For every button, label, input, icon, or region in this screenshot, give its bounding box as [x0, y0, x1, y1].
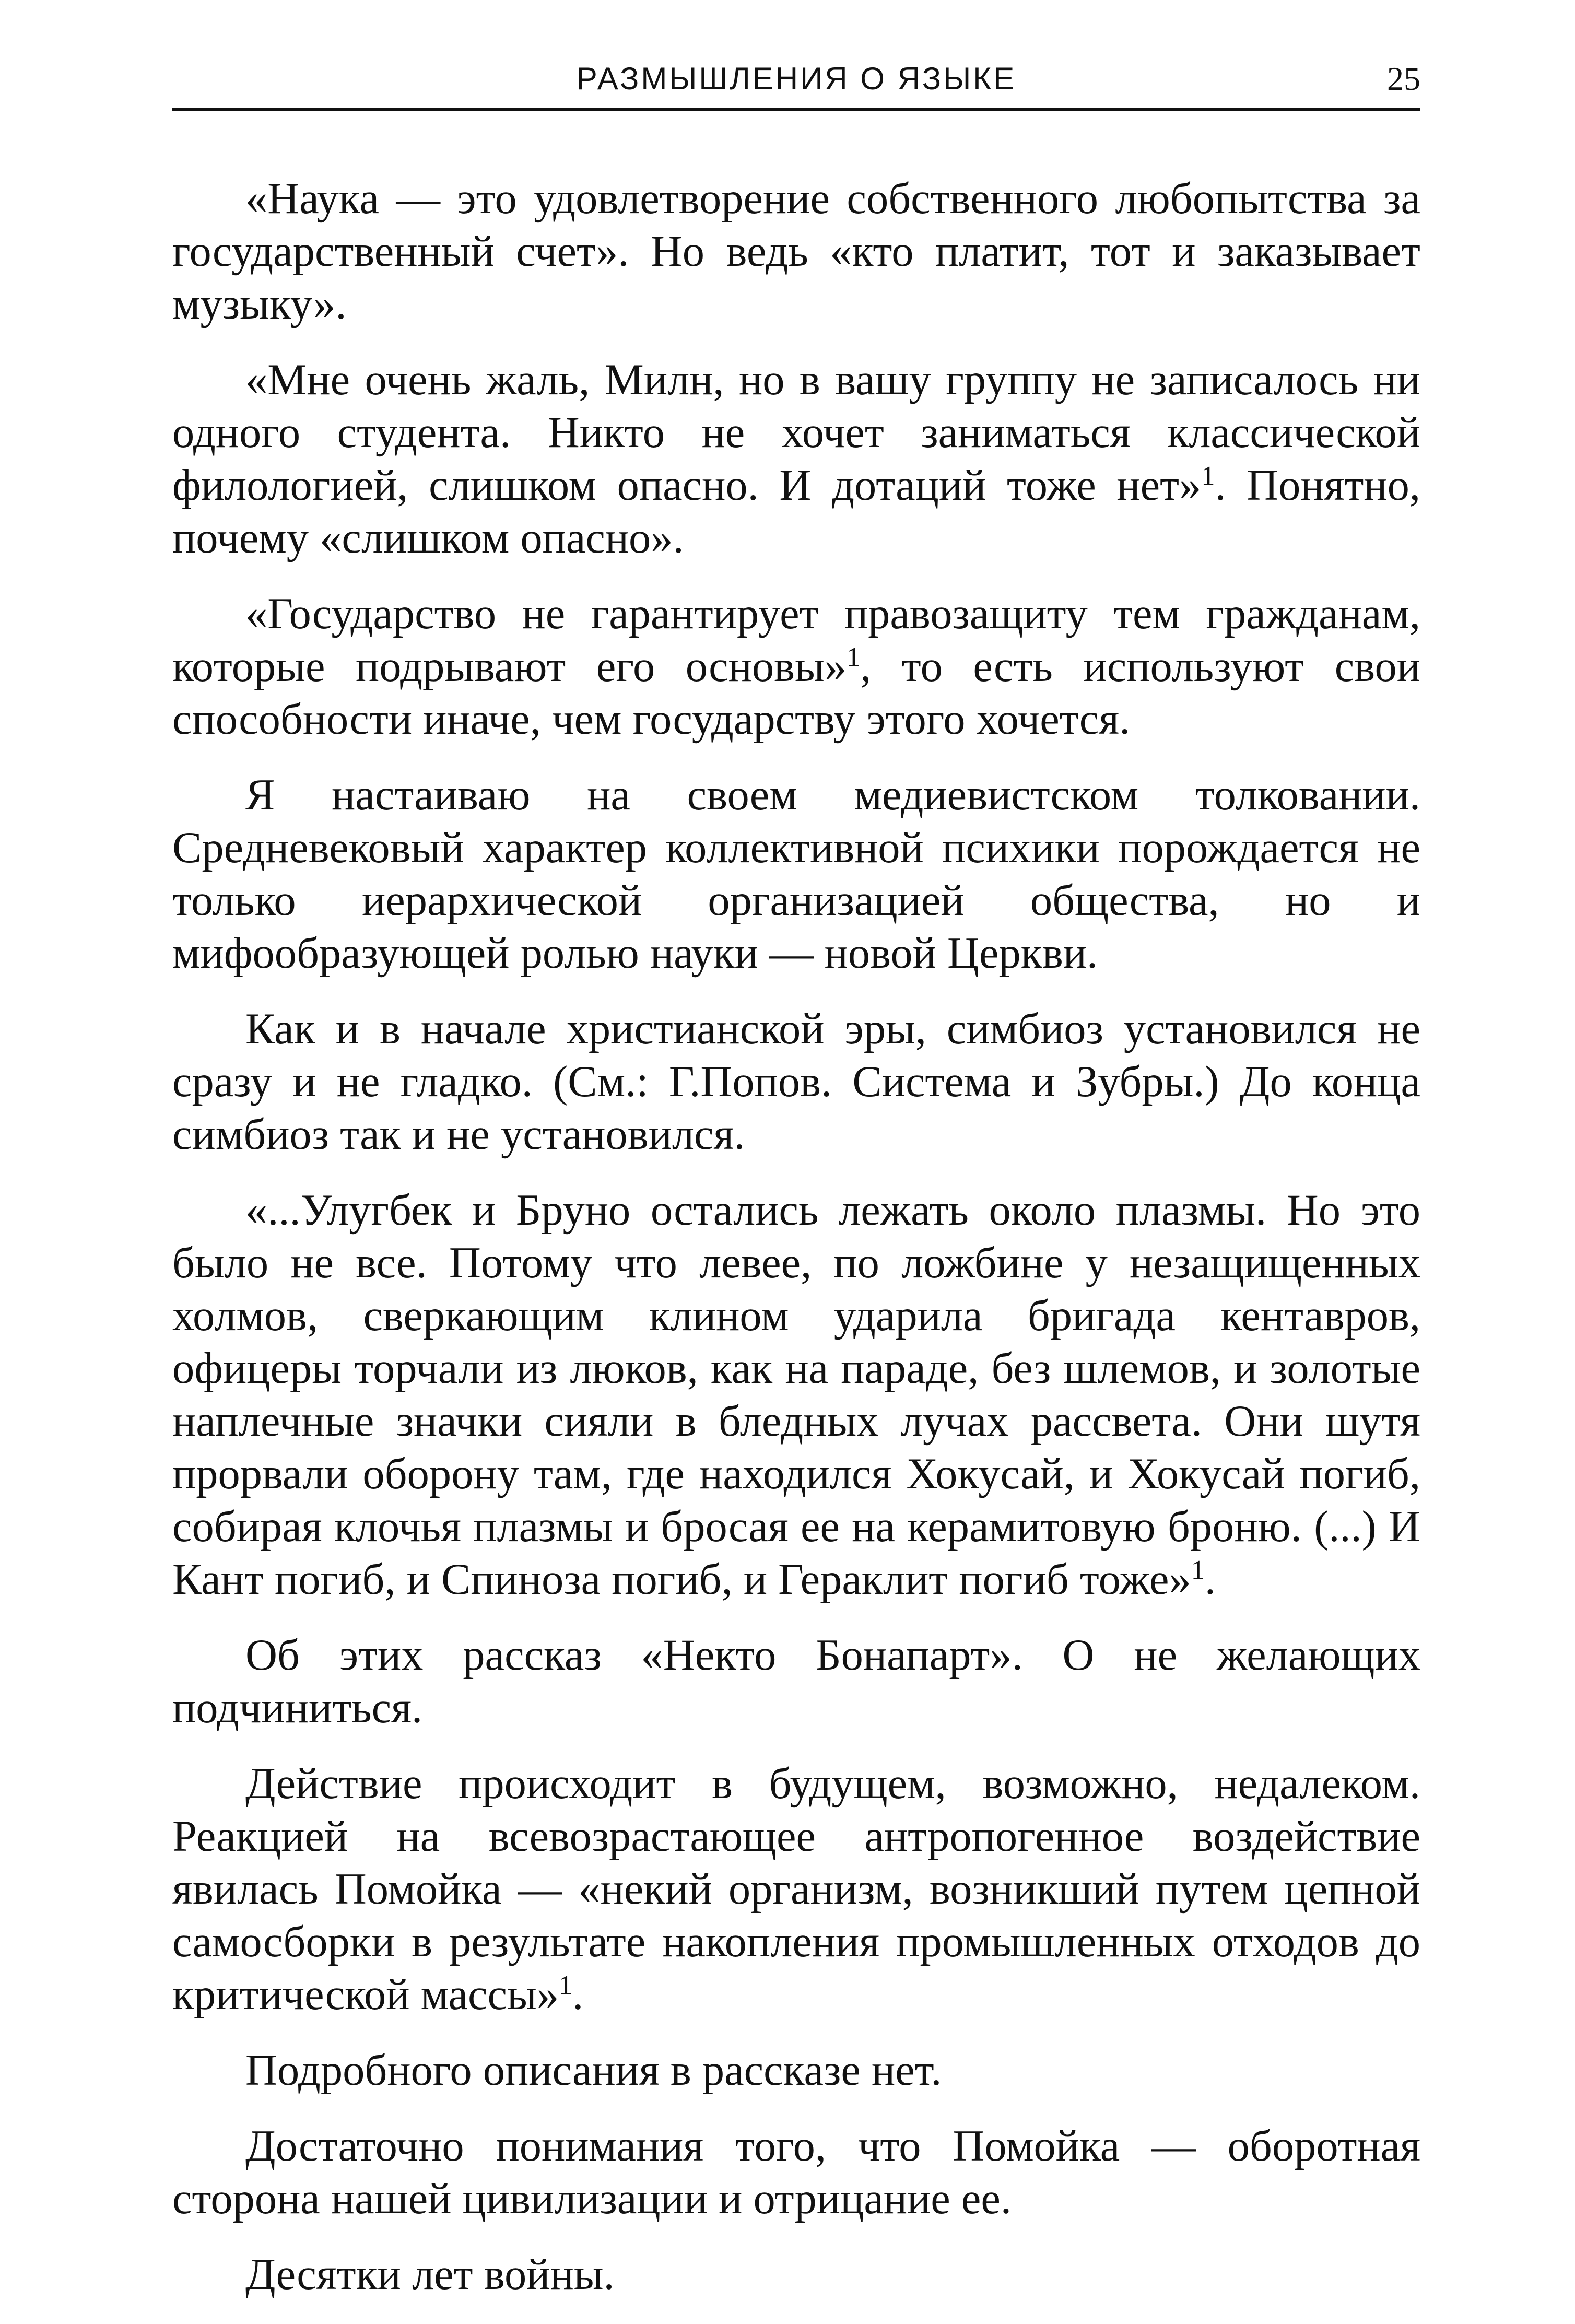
running-title: РАЗМЫШЛЕНИЯ О ЯЗЫКЕ [576, 61, 1017, 96]
paragraph-text: «Мне очень жаль, Милн, но в вашу группу не записалось ни одного студента. Никто не хочет заниматься классической филологией, слишком опасно. И дотаций тоже нет» [172, 356, 1420, 510]
paragraph-9 [172, 2044, 1420, 2097]
paragraph-text: Об этих рассказ «Некто Бонапарт». О не желающих подчиниться. [172, 1631, 1420, 1732]
paragraph-text-tail: . Понятно, почему «слишком опасно». [172, 461, 1420, 562]
paragraph-5 [172, 1003, 1420, 1161]
paragraph-text: «...Улугбек и Бруно остались лежать около плазмы. Но это было не все. Потому что левее, по ложбине у незащищенных холмов, сверкающим клином ударила бригада кентавров, офицеры торчали из люков, как на параде, без шлемов, и золотые наплечные значки сияли в бледных лучах рассвета. Они шутя прорвали оборону там, где находился Хокусай, и Хокусай погиб, собирая клочья плазмы и бросая ее на керамитовую броню. (...) И Кант погиб, и Спиноза погиб, и Гераклит погиб тоже» [172, 1186, 1420, 1604]
paragraph-2 [172, 354, 1420, 565]
paragraph-3 [172, 588, 1420, 746]
paragraph-text-tail: , то есть используют свои способности иначе, чем государству этого хочется. [172, 642, 1420, 744]
paragraph-6 [172, 1184, 1420, 1606]
text-body [172, 172, 1420, 2324]
paragraph-text: «Наука — это удовлетворение собственного любопытства за государственный счет». Но ведь «кто платит, тот и заказывает музыку». [172, 174, 1420, 328]
paragraph-text: Подробного описания в рассказе нет. [245, 2046, 942, 2095]
footnote-marker: 1 [1201, 461, 1215, 491]
paragraph-text: Действие происходит в будущем, возможно, недалеком. Реакцией на всевозрастающее антропогенное воздействие явилась Помойка — «некий организм, возникший путем цепной самосборки в результате накопления промышленных отходов до критической массы» [172, 1759, 1420, 2019]
paragraph-10 [172, 2120, 1420, 2225]
paragraph-1 [172, 172, 1420, 331]
paragraph-4 [172, 769, 1420, 980]
paragraph-text: Достаточно понимания того, что Помойка — оборотная сторона нашей цивилизации и отрицание ее. [172, 2122, 1420, 2223]
paragraph-8 [172, 1757, 1420, 2021]
paragraph-text: Я настаиваю на своем медиевистском толковании. Средневековый характер коллективной психики порождается не только иерархической организацией общества, но и мифообразующей ролью науки — новой Церкви. [172, 771, 1420, 978]
footnote-marker: 1 [847, 642, 861, 672]
paragraph-text: «Государство не гарантирует правозащиту тем гражданам, которые подрывают его основы» [172, 590, 1420, 691]
page-number: 25 [1387, 60, 1420, 97]
footnote-marker: 1 [559, 1970, 573, 2000]
book-page [172, 0, 1420, 2323]
running-header [172, 50, 1420, 111]
footnote-marker: 1 [1191, 1555, 1205, 1585]
paragraph-text: Как и в начале христианской эры, симбиоз установился не сразу и не гладко. (См.: Г.Попов. Система и Зубры.) До конца симбиоз так и не установился. [172, 1005, 1420, 1159]
paragraph-text: Десятки лет войны. [245, 2250, 615, 2299]
paragraph-11 [172, 2248, 1420, 2301]
paragraph-text-tail: . [1204, 1555, 1216, 1604]
paragraph-text-tail: . [572, 1970, 584, 2019]
paragraph-7 [172, 1629, 1420, 1734]
